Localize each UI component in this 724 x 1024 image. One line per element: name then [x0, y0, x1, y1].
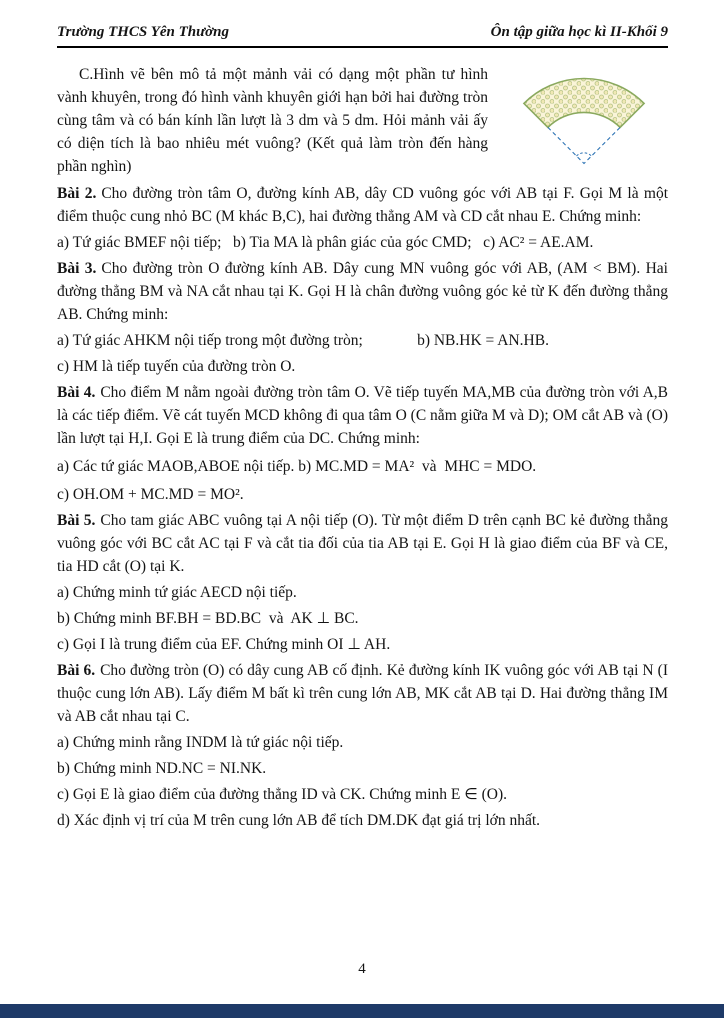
annulus-figure — [500, 65, 668, 175]
problem-5-label: Bài 5. — [57, 512, 96, 529]
fan-shape — [524, 79, 644, 128]
problem-2-paragraph — [57, 182, 668, 228]
header-exam-title: Ôn tập giữa học kì II-Khối 9 — [490, 24, 668, 40]
apex-angle-arc — [577, 153, 592, 156]
problem-4-paragraph — [57, 381, 668, 450]
problem-5-paragraph — [57, 509, 668, 578]
problem-3-label: Bài 3. — [57, 260, 97, 277]
problem-5-text: Cho tam giác ABC vuông tại A nội tiếp (O). Từ một điểm D trên cạnh BC kẻ đường thẳng vuông góc với BC cắt AC tại F và cắt tia đối của tia AB tại E. Gọi H là giao điểm của BF và CE, tia HD cắt (O) tại K. — [57, 512, 668, 575]
problem-3-parts-ab: a) Tứ giác AHKM nội tiếp trong một đường tròn; b) NB.HK = AN.HB. — [57, 332, 549, 349]
quarter-annulus-diagram — [500, 65, 668, 175]
problem-3-part-c: c) HM là tiếp tuyến của đường tròn O. — [57, 358, 296, 375]
problem-4-part-c: c) OH.OM + MC.MD = MO². — [57, 486, 244, 503]
problem-4-parts-ab: a) Các tứ giác MAOB,ABOE nội tiếp. b) MC.MD = MA² và MHC = MDO. — [57, 458, 537, 475]
problem-6-part-a: a) Chứng minh rằng INDM là tứ giác nội tiếp. — [57, 734, 344, 751]
problem-5-part-a: a) Chứng minh tứ giác AECD nội tiếp. — [57, 584, 297, 601]
header-school-name: Trường THCS Yên Thường — [57, 24, 230, 40]
problem-4-text: Cho điểm M nằm ngoài đường tròn tâm O. Vẽ tiếp tuyến MA,MB của đường tròn với A,B là các tiếp điểm. Vẽ cát tuyến MCD không đi qua tâm O (C nằm giữa M và D); OM cắt AB và (O) lần lượt tại H,I. Gọi E là trung điểm của DC. Chứng minh: — [57, 384, 668, 447]
problem-6-text: Cho đường tròn (O) có dây cung AB cố định. Kẻ đường kính IK vuông góc với AB tại N (I thuộc cung lớn AB). Lấy điểm M bất kì trên cung lớn AB, MK cắt AB tại D. Hai đường thẳng IM và AB cắt nhau tại C. — [57, 662, 668, 725]
problem-6-label: Bài 6. — [57, 662, 96, 679]
problem-2-parts-abc: a) Tứ giác BMEF nội tiếp; b) Tia MA là phân giác của góc CMD; c) AC² = AE.AM. — [57, 234, 594, 251]
problem-5-part-b: b) Chứng minh BF.BH = BD.BC và AK ⊥ BC. — [57, 610, 359, 627]
problem-c-text: C.Hình vẽ bên mô tả một mảnh vải có dạng một phần tư hình vành khuyên, trong đó hình vành khuyên giới hạn bởi hai đường tròn cùng tâm và có bán kính lần lượt là 3 dm và 5 dm. Hỏi mảnh vải ấy có diện tích là bao nhiêu mét vuông? (Kết quả làm tròn đến hàng phần nghìn) — [57, 66, 488, 175]
problem-2-text: Cho đường tròn tâm O, đường kính AB, dây CD vuông góc với AB tại F. Gọi M là một điểm thuộc cung nhỏ BC (M khác B,C), hai đường thẳng AM và CD cắt nhau E. Chứng minh: — [57, 185, 668, 225]
problem-6-part-d: d) Xác định vị trí của M trên cung lớn AB để tích DM.DK đạt giá trị lớn nhất. — [57, 812, 541, 829]
problem-3-text: Cho đường tròn O đường kính AB. Dây cung MN vuông góc với AB, (AM < BM). Hai đường thẳng BM và NA cắt nhau tại K. Gọi H là chân đường vuông góc kẻ từ K đến đường thẳng AB. Chứng minh: — [57, 260, 668, 323]
footer-bar — [0, 1004, 724, 1018]
problem-6-paragraph — [57, 659, 668, 728]
page-number: 4 — [358, 961, 366, 977]
problem-5-part-c: c) Gọi I là trung điểm của EF. Chứng minh OI ⊥ AH. — [57, 636, 391, 653]
dashed-radius-lines — [548, 127, 620, 163]
document-body — [57, 63, 668, 832]
intro-section — [57, 63, 668, 179]
problem-3-paragraph — [57, 257, 668, 326]
problem-4-label: Bài 4. — [57, 384, 96, 401]
problem-2-label: Bài 2. — [57, 185, 97, 202]
problem-6-part-c: c) Gọi E là giao điểm của đường thẳng ID và CK. Chứng minh E ∈ (O). — [57, 786, 508, 803]
page-header — [57, 24, 668, 48]
problem-6-part-b: b) Chứng minh ND.NC = NI.NK. — [57, 760, 267, 777]
